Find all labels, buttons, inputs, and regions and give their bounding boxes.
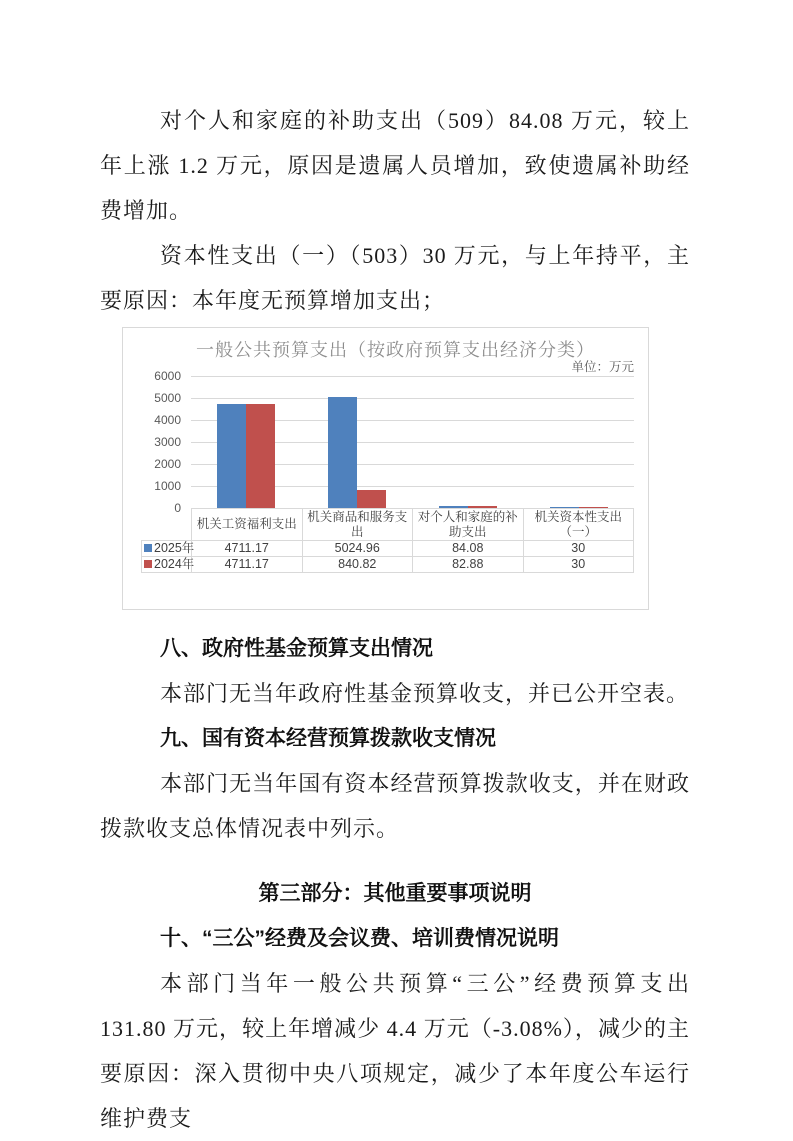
gridline (191, 376, 634, 377)
legend-cell: 2024年 (142, 557, 192, 573)
category-header: 对个人和家庭的补助支出 (413, 509, 524, 541)
table-row (142, 557, 634, 573)
legend-cell: 2025年 (142, 541, 192, 557)
category-header: 机关资本性支出（一） (523, 509, 634, 541)
heading-part-3: 第三部分：其他重要事项说明 (258, 882, 532, 905)
paragraph-section-8: 本部门无当年政府性基金预算收支，并已公开空表。 (160, 681, 690, 706)
heading-section-10: 十、“三公”经费及会议费、培训费情况说明 (160, 927, 559, 950)
paragraph-capital-expenditure: 资本性支出（一）（503）30 万元，与上年持平，主要原因：本年度无预算增加支出； (100, 243, 690, 313)
bar-2025年-category-1 (217, 404, 246, 508)
y-axis-tick-label: 2000 (154, 457, 181, 471)
paragraph-subsidy-expenditure: 对个人和家庭的补助支出（509）84.08 万元，较上年上涨 1.2 万元，原因是遗属人员增加，致使遗属补助经费增加。 (100, 108, 690, 223)
category-header: 机关商品和服务支出 (302, 509, 413, 541)
legend-key-icon (144, 544, 152, 552)
bar-2025年-category-3 (439, 506, 468, 508)
bar-2025年-category-4 (550, 507, 579, 508)
value-cell: 4711.17 (192, 557, 303, 573)
top-margin (100, 0, 690, 98)
table-row (142, 541, 634, 557)
chart-title: 一般公共预算支出（按政府预算支出经济分类） (196, 340, 595, 360)
y-axis-tick-label: 0 (174, 501, 181, 515)
chart-data-table (141, 508, 634, 573)
bar-2025年-category-2 (328, 397, 357, 508)
legend-key-icon (144, 560, 152, 568)
value-cell: 30 (523, 557, 634, 573)
heading-section-9: 九、国有资本经营预算拨款收支情况 (160, 727, 496, 750)
value-cell: 4711.17 (192, 541, 303, 557)
y-axis-tick-label: 6000 (154, 369, 181, 383)
bar-2024年-category-2 (357, 490, 386, 508)
y-axis-tick-label: 3000 (154, 435, 181, 449)
value-cell: 5024.96 (302, 541, 413, 557)
part-gap (100, 851, 690, 871)
budget-bar-chart (122, 327, 649, 610)
value-cell: 30 (523, 541, 634, 557)
value-cell: 84.08 (413, 541, 524, 557)
value-cell: 840.82 (302, 557, 413, 573)
paragraph-section-10: 本部门当年一般公共预算“三公”经费预算支出 131.80 万元，较上年增减少 4.4 万元（-3.08%），减少的主要原因：深入贯彻中央八项规定，减少了本年度公车运行维护费支 (100, 971, 690, 1131)
y-axis-tick-label: 4000 (154, 413, 181, 427)
bar-2024年-category-1 (246, 404, 275, 508)
chart-unit-label: 单位：万元 (571, 360, 634, 374)
heading-section-8: 八、政府性基金预算支出情况 (160, 637, 433, 660)
y-axis-tick-label: 1000 (154, 479, 181, 493)
bar-2024年-category-3 (468, 506, 497, 508)
category-header: 机关工资福利支出 (192, 509, 303, 541)
section-gap (100, 610, 690, 626)
bar-2024年-category-4 (579, 507, 608, 508)
gridline (191, 398, 634, 399)
paragraph-section-9: 本部门无当年国有资本经营预算拨款收支，并在财政拨款收支总体情况表中列示。 (100, 771, 690, 841)
gridline (191, 508, 634, 509)
y-axis-tick-label: 5000 (154, 391, 181, 405)
document-content (100, 0, 690, 1141)
value-cell: 82.88 (413, 557, 524, 573)
